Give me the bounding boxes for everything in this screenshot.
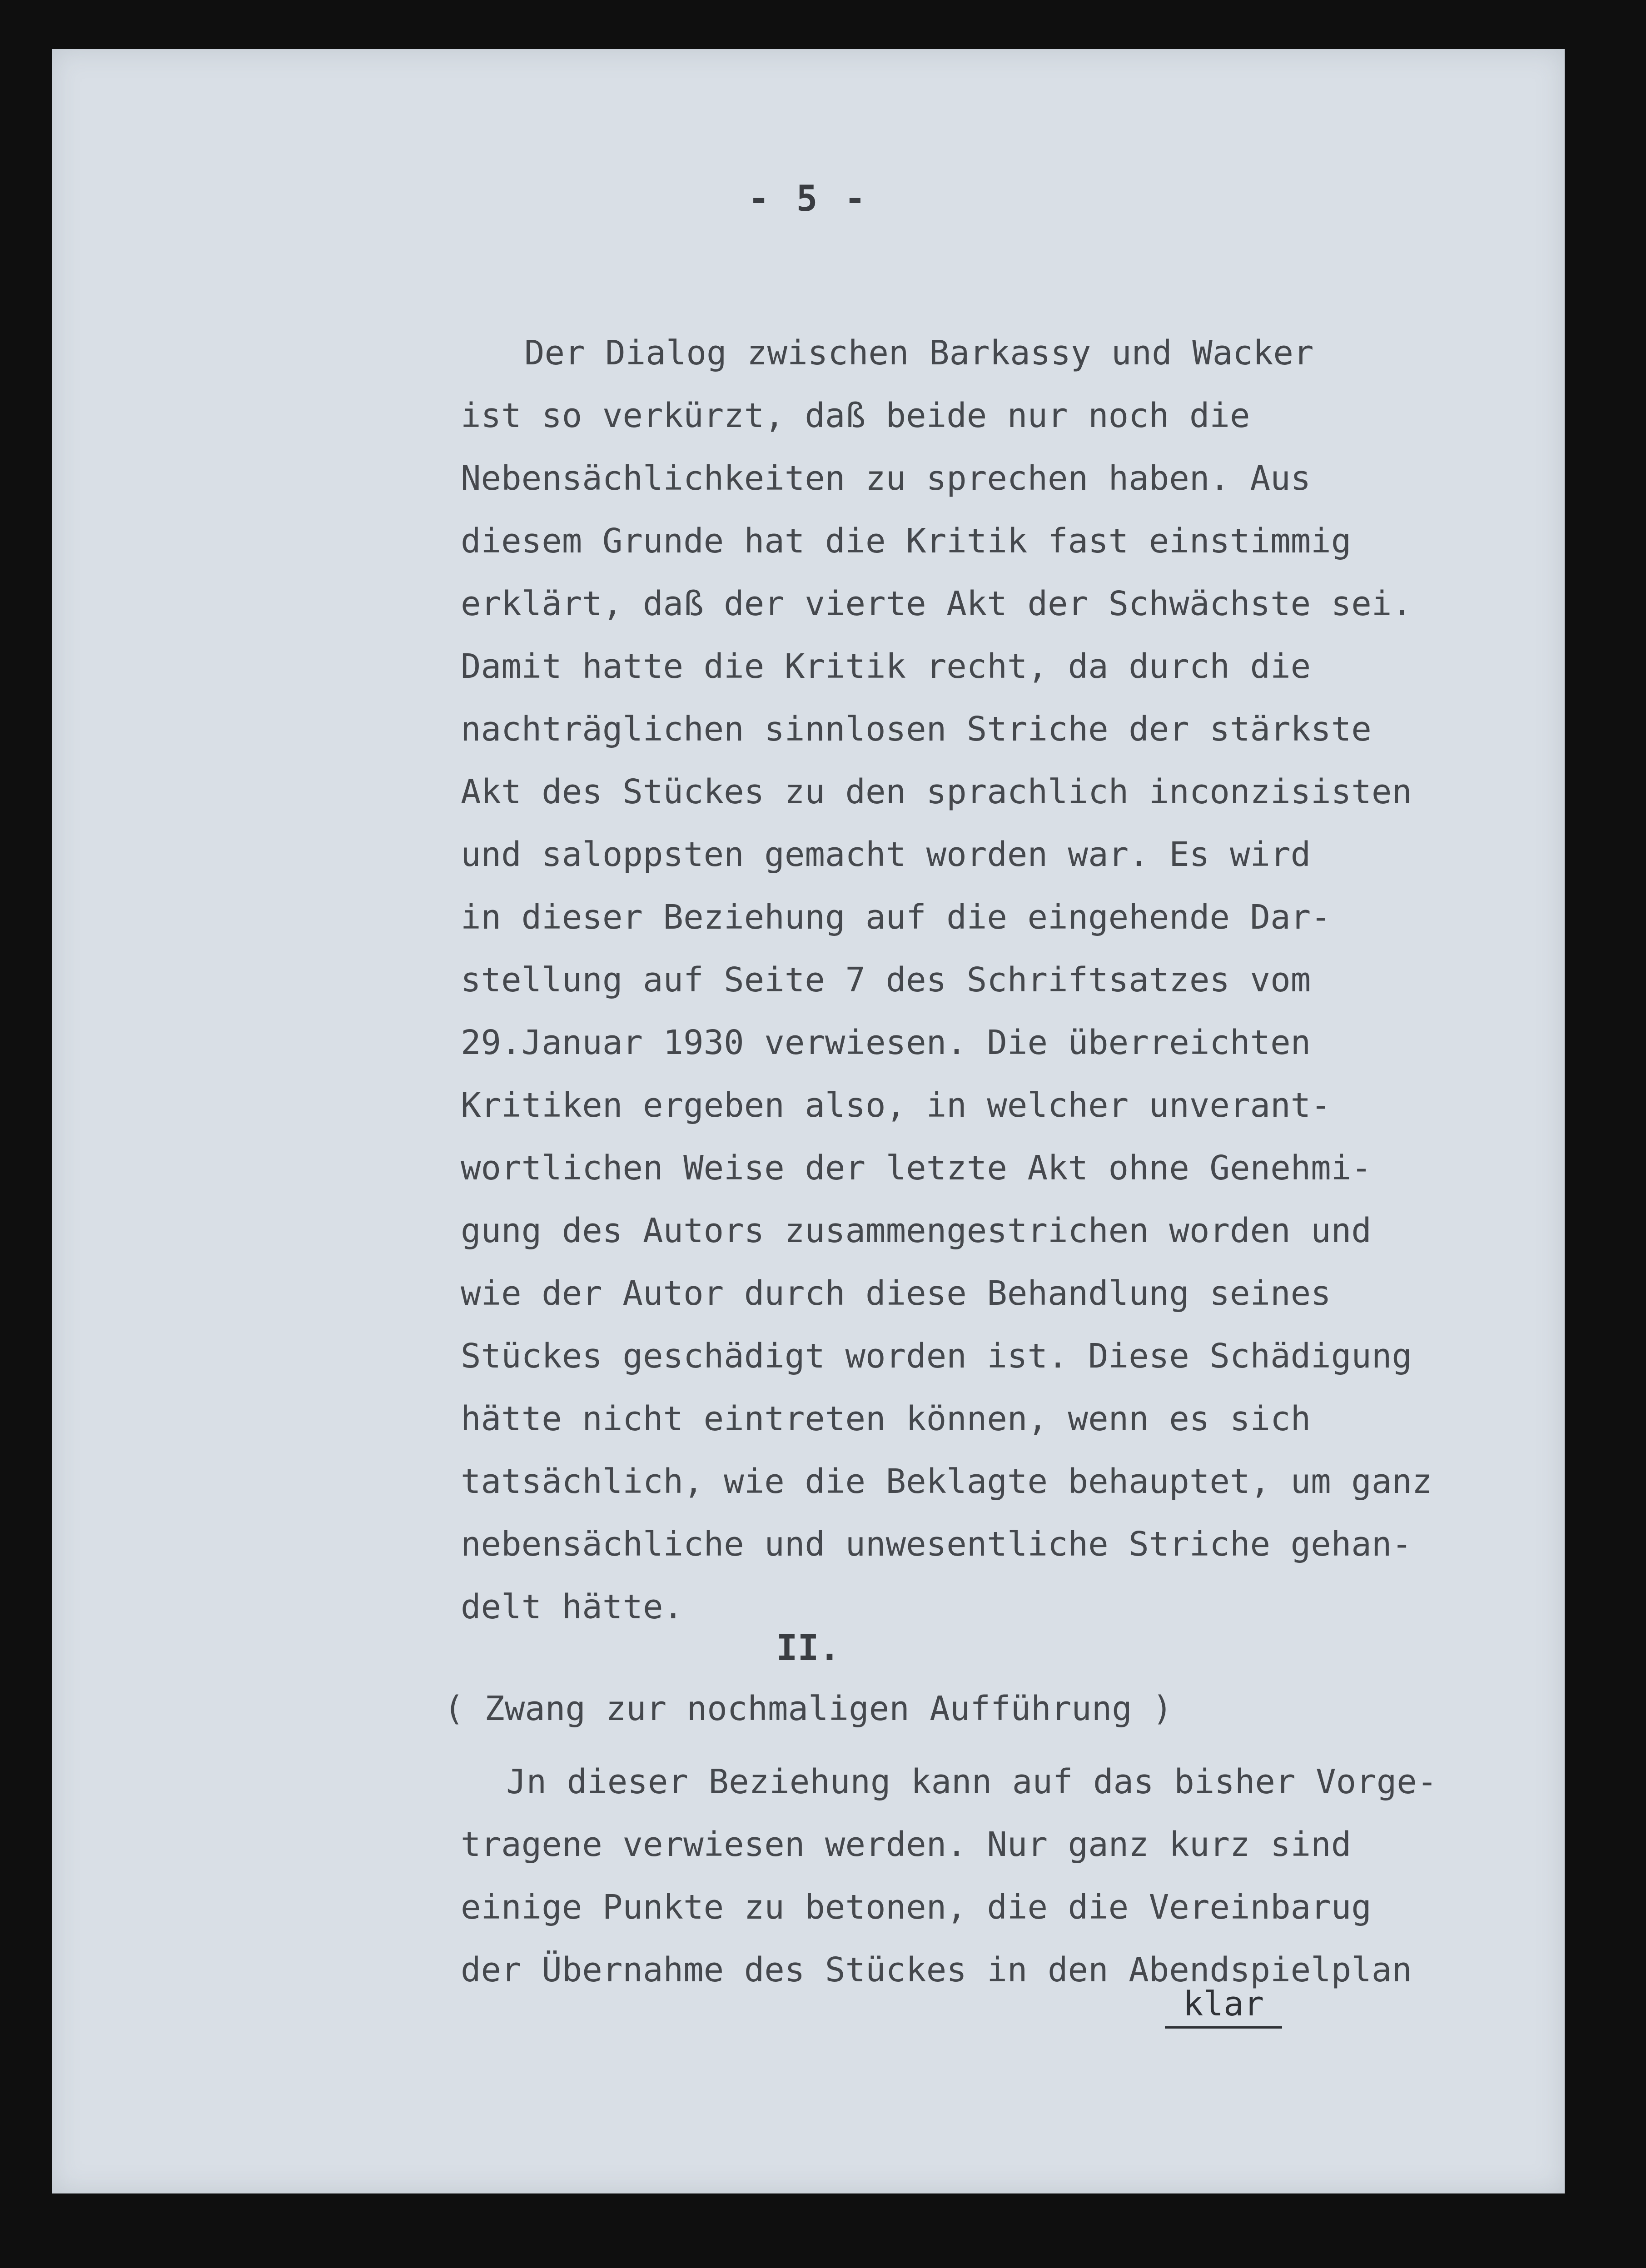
text-line: Stückes geschädigt worden ist. Diese Schädigung	[461, 1337, 1412, 1376]
text-line: Der Dialog zwischen Barkassy und Wacker	[524, 333, 1314, 373]
document-page	[52, 49, 1565, 2193]
text-line: Akt des Stückes zu den sprachlich inconzisisten	[461, 772, 1412, 811]
text-line: hätte nicht eintreten können, wenn es sich	[461, 1399, 1311, 1438]
catchword: klar	[1165, 1984, 1282, 2029]
text-line: delt hätte.	[461, 1587, 684, 1626]
text-line: Kritiken ergeben also, in welcher unverant-	[461, 1086, 1331, 1125]
text-line: tragene verwiesen werden. Nur ganz kurz sind	[461, 1825, 1352, 1864]
text-line: gung des Autors zusammengestrichen worden und	[461, 1211, 1372, 1250]
text-line: stellung auf Seite 7 des Schriftsatzes vom	[461, 960, 1311, 1000]
text-line: tatsächlich, wie die Beklagte behauptet, um ganz	[461, 1462, 1432, 1501]
text-line: Jn dieser Beziehung kann auf das bisher Vorge-	[506, 1762, 1437, 1801]
section-number: II.	[776, 1628, 840, 1669]
text-line: ist so verkürzt, daß beide nur noch die	[461, 396, 1250, 435]
text-line: erklärt, daß der vierte Akt der Schwächste sei.	[461, 584, 1412, 623]
text-line: Nebensächlichkeiten zu sprechen haben. Aus	[461, 459, 1311, 498]
text-line: in dieser Beziehung auf die eingehende Dar-	[461, 898, 1331, 937]
text-line: der Übernahme des Stückes in den Abendspielplan	[461, 1950, 1412, 1989]
text-line: nebensächliche und unwesentliche Striche gehan-	[461, 1525, 1412, 1564]
text-line: 29.Januar 1930 verwiesen. Die überreichten	[461, 1023, 1311, 1062]
text-line: Damit hatte die Kritik recht, da durch die	[461, 647, 1311, 686]
text-line: und saloppsten gemacht worden war. Es wird	[461, 835, 1311, 874]
text-line: wie der Autor durch diese Behandlung seines	[461, 1274, 1331, 1313]
paragraph-2	[461, 1751, 1506, 2001]
text-line: nachträglichen sinnlosen Striche der stärkste	[461, 710, 1372, 749]
paragraph-1	[461, 322, 1506, 1638]
text-line: diesem Grunde hat die Kritik fast einstimmig	[461, 522, 1352, 561]
text-line: einige Punkte zu betonen, die die Vereinbarug	[461, 1888, 1372, 1927]
section-heading: ( Zwang zur nochmaligen Aufführung )	[444, 1689, 1173, 1728]
text-line: wortlichen Weise der letzte Akt ohne Genehmi-	[461, 1149, 1372, 1188]
page-number: - 5 -	[748, 179, 869, 219]
